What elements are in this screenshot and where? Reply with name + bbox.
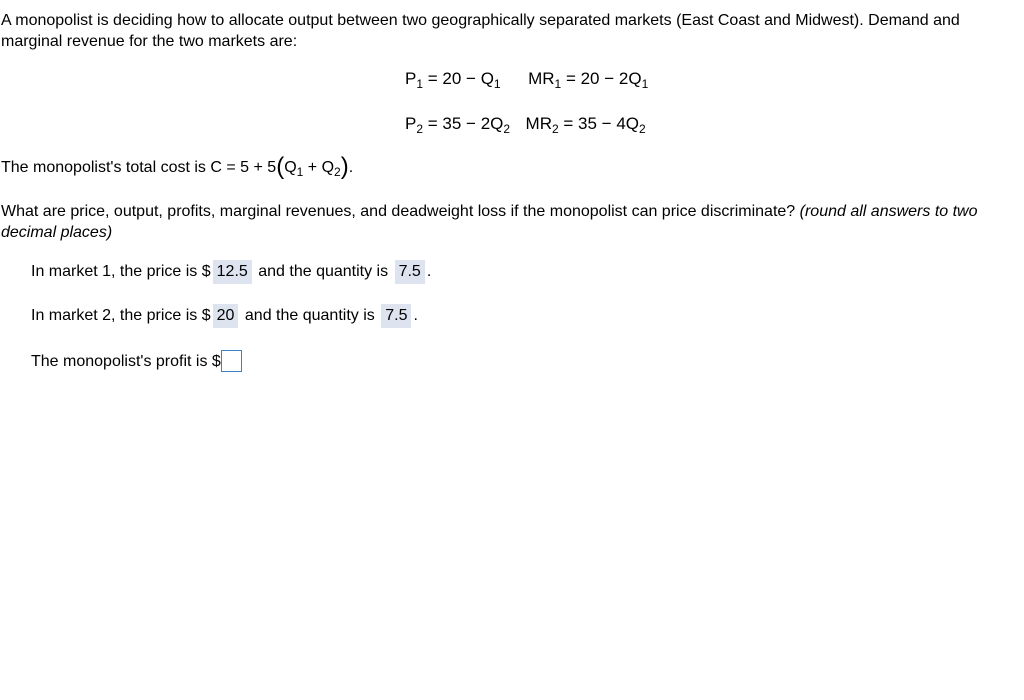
cost-q2-subscript: 2 <box>334 165 341 179</box>
market-2-price-field[interactable]: 20 <box>213 304 239 328</box>
market-1-prefix: In market 1, the price is $ <box>31 263 211 280</box>
equation-market-1 <box>405 69 648 89</box>
market-2-suffix: . <box>413 307 418 324</box>
profit-input-field[interactable] <box>221 350 242 372</box>
p2-symbol: P <box>405 114 417 133</box>
market-2-middle: and the quantity is <box>244 307 375 324</box>
market-1-price-field[interactable]: 12.5 <box>213 260 252 284</box>
mr1-subscript: 1 <box>554 77 562 91</box>
question-rounding-note: (round all answers to two decimal places) <box>1 203 978 241</box>
market-1-suffix: . <box>426 263 432 280</box>
p2-expression: = 35 − 2Q <box>423 114 504 133</box>
market-2-quantity-field[interactable]: 7.5 <box>381 304 411 328</box>
cost-q1-subscript: 1 <box>296 165 304 179</box>
cost-prefix: The monopolist's total cost is C = 5 + 5 <box>1 159 277 176</box>
p1-subscript: 1 <box>416 77 424 91</box>
cost-plus-q2: + Q <box>303 159 335 176</box>
mr2-subscript: 2 <box>551 122 559 136</box>
mr1-q-subscript: 1 <box>641 77 649 91</box>
cost-suffix: . <box>348 159 354 176</box>
total-cost-statement <box>1 153 1021 180</box>
market-1-quantity-field[interactable]: 7.5 <box>395 260 425 284</box>
cost-q1: Q <box>284 159 297 176</box>
mr2-expression: = 35 − 4Q <box>558 114 640 133</box>
market-1-answer <box>31 260 431 284</box>
cost-close-paren: ) <box>340 153 349 180</box>
mr1-expression: = 20 − 2Q <box>561 69 642 88</box>
market-1-middle: and the quantity is <box>258 263 389 280</box>
profit-prefix: The monopolist's profit is $ <box>31 353 221 370</box>
q1-subscript: 1 <box>493 77 501 91</box>
question-main: What are price, output, profits, marginal revenues, and deadweight loss if the monopolist can price discriminate? <box>1 203 800 220</box>
problem-intro: A monopolist is deciding how to allocate output between two geographically separated markets (East Coast and Midwest). Demand and marginal revenue for the two markets are: <box>1 12 960 50</box>
market-2-answer <box>31 304 418 328</box>
market-2-prefix: In market 2, the price is $ <box>31 307 211 324</box>
cost-open-paren: ( <box>276 153 285 180</box>
p2-subscript: 2 <box>416 122 424 136</box>
mr2-symbol: MR <box>525 114 552 133</box>
question-text <box>1 201 1021 243</box>
mr1-symbol: MR <box>528 69 555 88</box>
equation-market-2 <box>405 114 646 134</box>
mr2-q-subscript: 2 <box>639 122 646 136</box>
p1-symbol: P <box>405 69 417 88</box>
q2-subscript: 2 <box>503 122 511 136</box>
profit-answer <box>31 350 242 372</box>
p1-expression: = 20 − Q <box>423 69 494 88</box>
